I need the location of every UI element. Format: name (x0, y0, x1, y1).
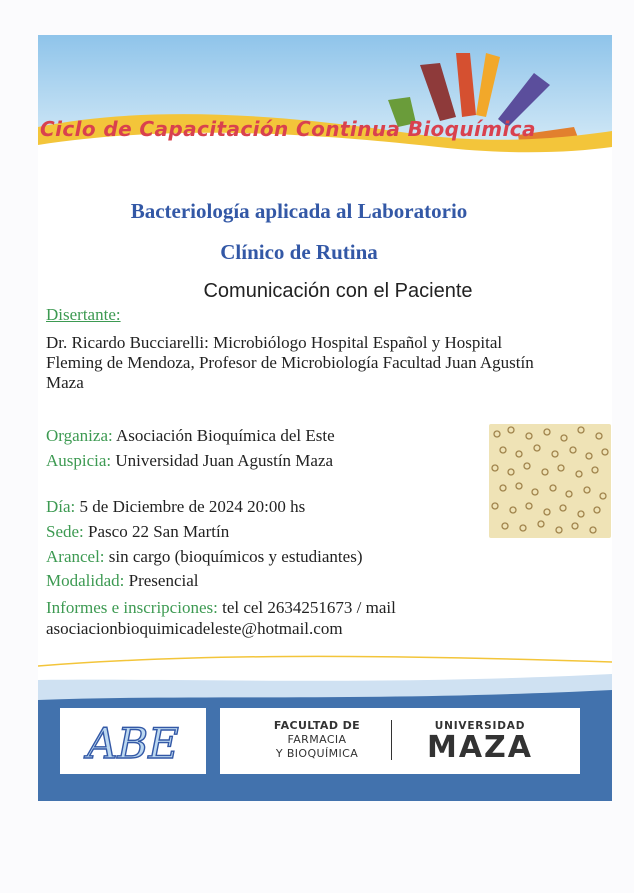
series-title: Ciclo de Capacitación Continua Bioquímica (40, 117, 536, 141)
informes-value: tel cel 2634251673 / mail (217, 598, 396, 617)
organiza-row (46, 425, 335, 446)
abe-logo (60, 708, 206, 774)
university-name: MAZA (426, 730, 534, 765)
speaker-line3: Maza (46, 373, 84, 392)
arancel-label: Arancel: (46, 547, 105, 566)
sede-row (46, 521, 229, 542)
dia-label: Día: (46, 497, 76, 516)
sede-label: Sede: (46, 522, 84, 541)
organiza-value: Asociación Bioquímica del Este (112, 426, 335, 445)
university-label: UNIVERSIDAD (434, 720, 526, 732)
abe-logo-box (60, 708, 206, 774)
dia-value: 5 de Diciembre de 2024 20:00 hs (75, 497, 306, 516)
faculty-name (262, 719, 372, 761)
arancel-value: sin cargo (bioquímicos y estudiantes) (104, 547, 363, 566)
abe-logo-text: ABE (87, 719, 179, 768)
speaker-line1: Dr. Ricardo Bucciarelli: Microbiólogo Hospital Español y Hospital (46, 333, 503, 352)
speaker-label: Disertante: (46, 305, 121, 324)
faculty-line2: FARMACIA (287, 733, 347, 746)
sede-value: Pasco 22 San Martín (83, 522, 230, 541)
course-subtitle: Comunicación con el Paciente (203, 280, 473, 302)
organiza-label: Organiza: (46, 426, 113, 445)
dia-row (46, 496, 305, 517)
arancel-row (46, 546, 362, 567)
informes-label: Informes e inscripciones: (46, 598, 218, 617)
speaker-line2: Fleming de Mendoza, Profesor de Microbiología Facultad Juan Agustín (46, 353, 534, 372)
course-title-line1: Bacteriología aplicada al Laboratorio (130, 199, 468, 223)
logo-divider (391, 720, 392, 760)
bacteria-micrograph (489, 424, 611, 538)
faculty-line1: FACULTAD DE (273, 719, 361, 732)
modalidad-label: Modalidad: (46, 571, 125, 590)
auspicia-row (46, 450, 333, 471)
informes-row (46, 597, 396, 618)
auspicia-label: Auspicia: (46, 451, 112, 470)
contact-email[interactable]: asociacionbioquimicadeleste@hotmail.com (46, 619, 343, 638)
auspicia-value: Universidad Juan Agustín Maza (111, 451, 334, 470)
modalidad-value: Presencial (124, 571, 199, 590)
modalidad-row (46, 570, 199, 591)
faculty-line3: Y BIOQUÍMICA (275, 747, 359, 760)
course-title-line2: Clínico de Rutina (220, 240, 378, 264)
header-banner (38, 35, 612, 180)
